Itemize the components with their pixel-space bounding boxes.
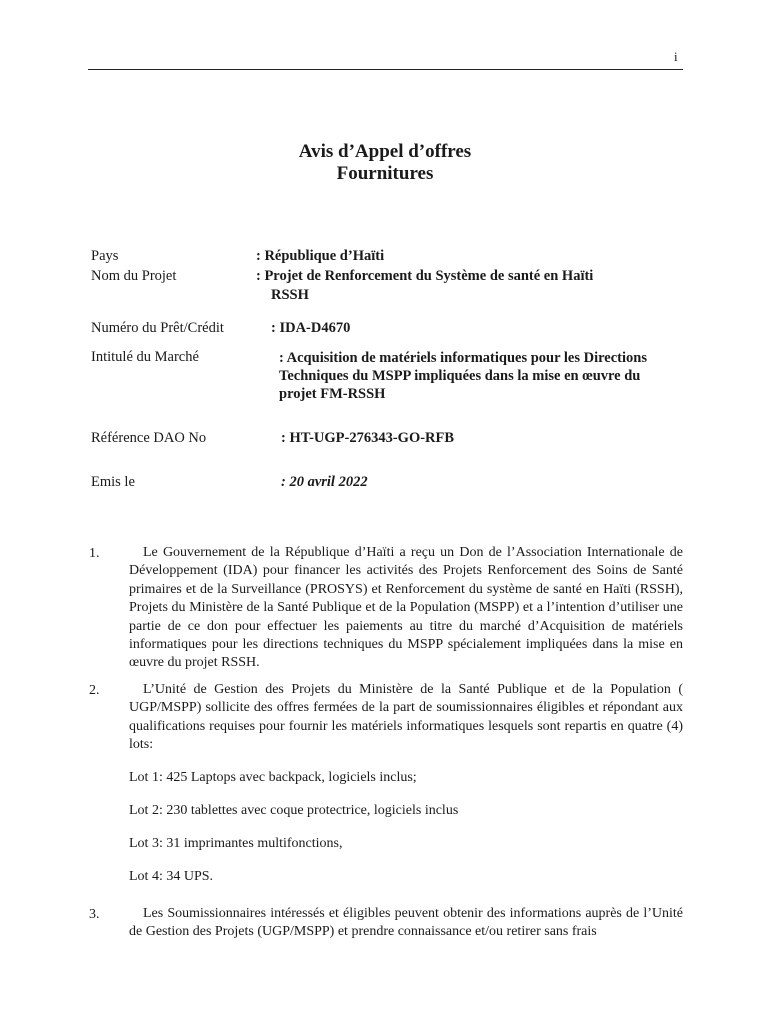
lot-item: Lot 1: 425 Laptops avec backpack, logiciels inclus;	[129, 770, 417, 785]
lot-item: Lot 4: 34 UPS.	[129, 869, 214, 884]
paragraph-2-number: 2.	[89, 683, 100, 698]
projet-label: Nom du Projet	[91, 268, 177, 284]
page-number: i	[674, 49, 678, 64]
lot-item: Lot 3: 31 imprimantes multifonctions,	[129, 836, 343, 851]
dao-label: Référence DAO No	[91, 430, 207, 446]
document-subtitle: Fournitures	[336, 163, 434, 184]
pret-label: Numéro du Prêt/Crédit	[91, 320, 224, 336]
pays-label: Pays	[91, 248, 119, 264]
marche-label: Intitulé du Marché	[91, 349, 199, 365]
paragraph-3	[129, 905, 683, 942]
pret-value: : IDA-D4670	[271, 320, 351, 336]
emis-label: Emis le	[91, 474, 135, 490]
emis-value: : 20 avril 2022	[281, 474, 368, 490]
projet-value-line2: RSSH	[271, 287, 309, 303]
paragraph-3-text: Les Soumissionnaires intéressés et éligibles peuvent obtenir des informations auprès de l’Unité de Gestion des Projets (UGP/MSPP) et prendre connaissance et/ou retirer sans frais	[129, 906, 683, 940]
paragraph-2-text: L’Unité de Gestion des Projets du Ministère de la Santé Publique et de la Population ( UGP/MSPP) sollicite des offres fermées de la part de soumissionnaires éligibles et répondant aux qualifications requises pour fournir les matériels informatiques lesquels sont repartis en quatre (4) lots:	[129, 682, 683, 753]
pays-value: : République d’Haïti	[256, 248, 385, 264]
dao-value: : HT-UGP-276343-GO-RFB	[281, 430, 455, 446]
header-rule	[88, 69, 683, 70]
paragraph-1-number: 1.	[89, 546, 100, 561]
document-title: Avis d’Appel d’offres	[298, 141, 472, 162]
paragraph-3-number: 3.	[89, 907, 100, 922]
lot-item: Lot 2: 230 tablettes avec coque protectrice, logiciels inclus	[129, 803, 459, 818]
projet-value: : Projet de Renforcement du Système de santé en Haïti	[256, 268, 594, 284]
marche-value-line2: Techniques du MSPP impliquées dans la mise en œuvre du	[279, 368, 641, 384]
paragraph-1-text: Le Gouvernement de la République d’Haïti a reçu un Don de l’Association Internationale de Développement (IDA) pour financer les activités des Projets Renforcement des Soins de Santé primaires et de la Surveillance (PROSYS) et Renforcement du système de santé en Haïti (RSSH), Projets du Ministère de la Santé Publique et de la Population (MSPP) et a l’intention d’utiliser une partie de ce don pour effectuer les paiements au titre du marché d’Acquisition de matériels informatiques pour les directions techniques du MSPP spécialement impliquées dans la mise en œuvre du projet RSSH.	[129, 545, 683, 671]
paragraph-2	[129, 681, 683, 755]
marche-value-line3: projet FM-RSSH	[279, 386, 386, 402]
paragraph-1	[129, 544, 683, 673]
marche-value: : Acquisition de matériels informatiques pour les Directions	[279, 350, 647, 366]
